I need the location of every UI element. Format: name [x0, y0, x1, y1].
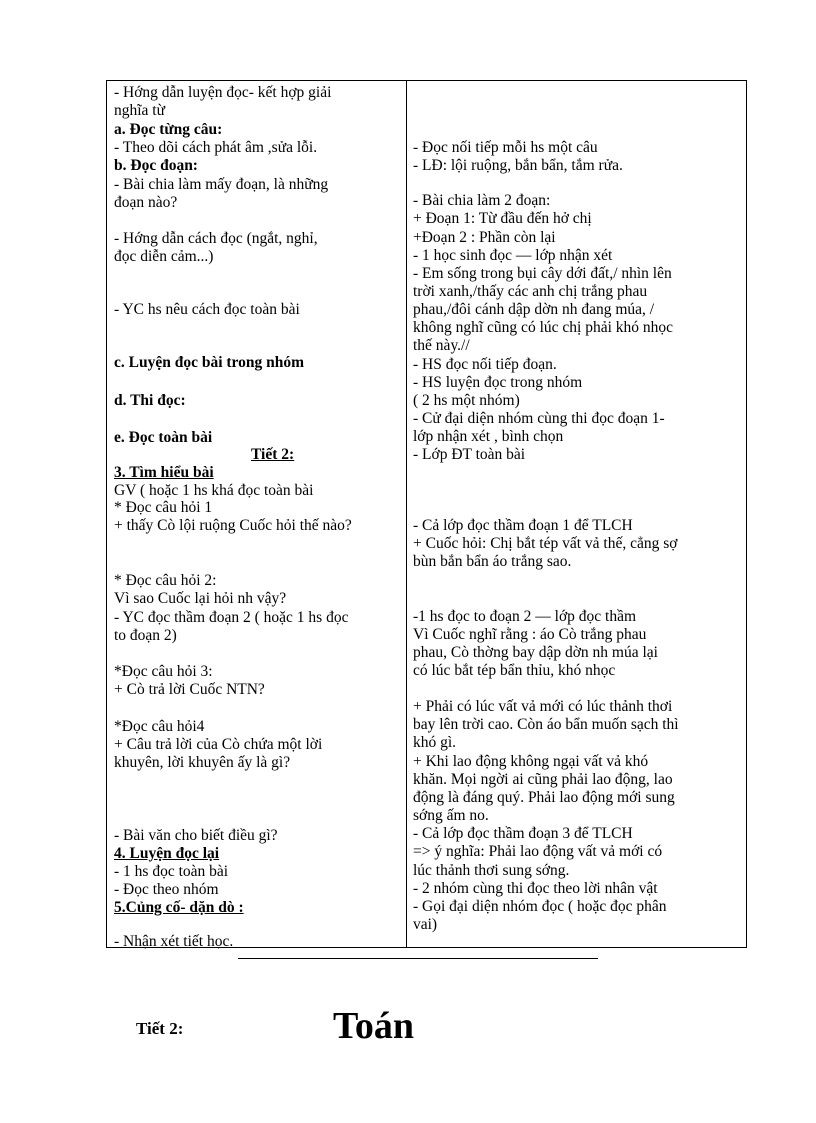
right-line: - HS đọc nối tiếp đoạn.	[413, 356, 557, 373]
right-line: - Em sống trong bụi cây dới đất,/ nhìn lên	[413, 265, 672, 282]
left-line: c. Luyện đọc bài trong nhóm	[114, 354, 305, 371]
left-line: 5.Củng cố- dặn dò :	[114, 899, 244, 916]
left-line: khuyên, lời khuyên ấy là gì?	[114, 754, 291, 771]
right-line: - Lớp ĐT toàn bài	[413, 446, 526, 463]
left-line: - Bài chia làm mấy đoạn, là những	[114, 176, 329, 193]
left-line: - YC hs nêu cách đọc toàn bài	[114, 301, 300, 318]
right-line: + Phải có lúc vất vả mới có lúc thảnh thơi	[413, 698, 673, 715]
right-line: - 2 nhóm cùng thi đọc theo lời nhân vật	[413, 880, 658, 897]
left-line: b. Đọc đoạn:	[114, 157, 198, 174]
left-line: nghĩa từ	[114, 102, 166, 119]
right-line: trời xanh,/thấy các anh chị trắng phau	[413, 283, 648, 300]
right-line: -1 hs đọc to đoạn 2 — lớp đọc thầm	[413, 608, 637, 625]
right-line: + Cuốc hỏi: Chị bắt tép vất vả thế, cẳng sợ	[413, 535, 678, 552]
left-line: a. Đọc từng câu:	[114, 121, 223, 138]
left-line: *Đọc câu hỏi4	[114, 718, 205, 735]
right-line: bay lên trời cao. Còn áo bẩn muốn sạch thì	[413, 716, 679, 733]
right-line: phau,/đôi cánh dập dờn nh đang múa, /	[413, 301, 655, 318]
left-line: + Câu trả lời của Cò chứa một lời	[114, 736, 323, 753]
left-line: * Đọc câu hỏi 1	[114, 499, 213, 516]
right-line: khó gì.	[413, 734, 457, 751]
left-line: *Đọc câu hỏi 3:	[114, 663, 213, 680]
right-line: - Cả lớp đọc thầm đoạn 3 để TLCH	[413, 825, 633, 842]
left-line: - YC đọc thầm đoạn 2 ( hoặc 1 hs đọc	[114, 609, 349, 626]
right-line: - Bài chia làm 2 đoạn:	[413, 192, 551, 209]
left-line: Vì sao Cuốc lại hỏi nh vậy?	[114, 590, 287, 607]
left-line: + thấy Cò lội ruộng Cuốc hỏi thế nào?	[114, 517, 352, 534]
column-divider	[406, 81, 407, 947]
left-line: 4. Luyện đọc lại	[114, 845, 220, 862]
left-line: - Hớng dẫn cách đọc (ngắt, nghỉ,	[114, 230, 318, 247]
left-line: GV ( hoặc 1 hs khá đọc toàn bài	[114, 482, 314, 499]
right-line: - Cả lớp đọc thầm đoạn 1 để TLCH	[413, 517, 633, 534]
left-line: d. Thi đọc:	[114, 392, 186, 409]
right-line: - LĐ: lội ruộng, bắn bẩn, tắm rửa.	[413, 157, 623, 174]
right-line: vai)	[413, 916, 438, 933]
right-line: - 1 học sinh đọc — lớp nhận xét	[413, 247, 613, 264]
right-line: phau, Cò thờng bay dập dờn nh múa lại	[413, 644, 658, 661]
right-line: bùn bắn bẩn áo trắng sao.	[413, 553, 572, 570]
left-line: + Cò trả lời Cuốc NTN?	[114, 681, 265, 698]
left-line: - Bài văn cho biết điều gì?	[114, 827, 278, 844]
left-line: to đoạn 2)	[114, 627, 177, 644]
right-line: sớng ấm no.	[413, 807, 489, 824]
right-line: - Gọi đại diện nhóm đọc ( hoặc đọc phân	[413, 898, 667, 915]
subject-title: Toán	[333, 1005, 414, 1047]
right-line: ( 2 hs một nhóm)	[413, 392, 520, 409]
lesson-table	[106, 80, 747, 948]
right-line: lúc thảnh thơi sung sớng.	[413, 862, 570, 879]
right-line: - Đọc nối tiếp mỗi hs một câu	[413, 139, 598, 156]
left-line: 3. Tìm hiểu bài	[114, 464, 214, 481]
right-line: + Khi lao động không ngại vất vả khó	[413, 753, 649, 770]
left-line: - Đọc theo nhóm	[114, 881, 219, 898]
left-line: - Theo dõi cách phát âm ,sửa lỗi.	[114, 139, 318, 156]
right-line: Vì Cuốc nghĩ rằng : áo Cò trắng phau	[413, 626, 647, 643]
left-line: Tiết 2:	[251, 446, 295, 463]
right-line: - HS luyện đọc trong nhóm	[413, 374, 583, 391]
left-line: đoạn nào?	[114, 194, 178, 211]
horizontal-rule	[238, 958, 598, 959]
left-line: - 1 hs đọc toàn bài	[114, 863, 229, 880]
right-line: khăn. Mọi ngời ai cũng phải lao động, lao	[413, 771, 673, 788]
right-line: động là đáng quý. Phải lao động mới sung	[413, 789, 675, 806]
right-line: - Cử đại diện nhóm cùng thi đọc đoạn 1-	[413, 410, 665, 427]
left-line: * Đọc câu hỏi 2:	[114, 572, 217, 589]
right-line: thế này.//	[413, 337, 470, 354]
right-line: có lúc bắt tép bẩn thỉu, khó nhọc	[413, 662, 616, 679]
period-label: Tiết 2:	[136, 1019, 184, 1038]
right-line: không nghĩ cũng có lúc chị phải khó nhọc	[413, 319, 674, 336]
left-line: e. Đọc toàn bài	[114, 429, 213, 446]
left-line: - Hớng dẫn luyện đọc- kết hợp giải	[114, 84, 332, 101]
right-line: => ý nghĩa: Phải lao động vất vả mới có	[413, 843, 663, 860]
left-line: - Nhận xét tiết học.	[114, 933, 234, 950]
right-line: lớp nhận xét , bình chọn	[413, 428, 564, 445]
right-line: +Đoạn 2 : Phần còn lại	[413, 229, 556, 246]
right-line: + Đoạn 1: Từ đầu đến hở chị	[413, 210, 592, 227]
left-line: đọc diễn cảm...)	[114, 248, 214, 265]
